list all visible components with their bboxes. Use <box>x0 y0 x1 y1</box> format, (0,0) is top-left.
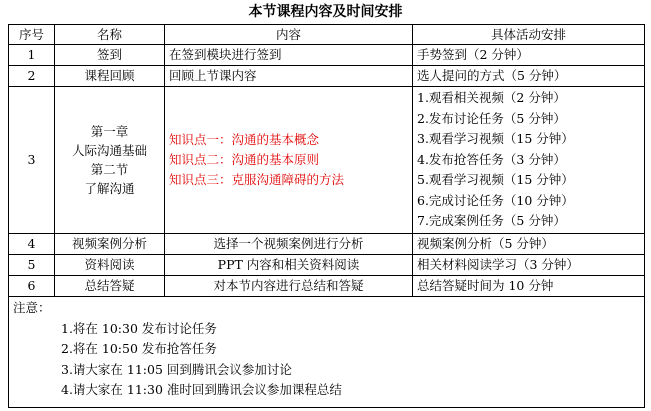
row-name-stack <box>55 87 165 234</box>
row-seq: 4 <box>9 233 55 254</box>
row-activity: 手势签到（2 分钟） <box>413 45 645 66</box>
chapter-line: 第一章 <box>90 123 129 139</box>
note-item: 2.将在 10:50 发布抢答任务 <box>61 341 217 356</box>
header-seq: 序号 <box>9 25 55 45</box>
activity-item: 1.观看相关视频（2 分钟） <box>417 90 566 105</box>
row-name: 签到 <box>55 45 165 66</box>
row-content: 在签到模块进行签到 <box>165 45 413 66</box>
activity-item: 3.观看学习视频（15 分钟） <box>417 131 574 146</box>
row-activity: 相关材料阅读学习（3 分钟） <box>413 254 645 275</box>
header-activity: 具体活动安排 <box>413 25 645 45</box>
row-content: PPT 内容和相关资料阅读 <box>165 254 413 275</box>
table-header-row <box>9 25 645 45</box>
table-row <box>9 87 645 234</box>
header-content: 内容 <box>165 25 413 45</box>
row-seq: 1 <box>9 45 55 66</box>
row-name: 资料阅读 <box>55 254 165 275</box>
row-content: 选择一个视频案例进行分析 <box>165 233 413 254</box>
notes-row <box>9 296 645 407</box>
activity-item: 7.完成案例任务（5 分钟） <box>417 213 566 228</box>
activity-item: 2.发布讨论任务（5 分钟） <box>417 110 566 126</box>
knowledge-point: 知识点二：沟通的基本原则 <box>169 151 320 167</box>
row-seq: 6 <box>9 275 55 296</box>
chapter-title-line: 人际沟通基础 <box>71 142 147 158</box>
note-item: 1.将在 10:30 发布讨论任务 <box>61 320 217 336</box>
page-title: 本节课程内容及时间安排 <box>248 4 403 20</box>
row-seq: 2 <box>9 66 55 87</box>
knowledge-point: 知识点一：沟通的基本概念 <box>169 131 320 147</box>
note-item: 3.请大家在 11:05 回到腾讯会议参加讨论 <box>61 361 292 377</box>
table-row <box>9 275 645 296</box>
activity-item: 6.完成讨论任务（10 分钟） <box>417 192 574 208</box>
row-name: 视频案例分析 <box>55 233 165 254</box>
note-item: 4.请大家在 11:30 准时回到腾讯会议参加课程总结 <box>61 382 342 397</box>
row-seq: 5 <box>9 254 55 275</box>
schedule-table <box>8 24 645 408</box>
row-activity: 选人提问的方式（5 分钟） <box>413 66 645 87</box>
table-row <box>9 254 645 275</box>
row-activity: 视频案例分析（5 分钟） <box>413 233 645 254</box>
activity-item: 4.发布抢答任务（3 分钟） <box>417 151 566 167</box>
row-name: 总结答疑 <box>55 275 165 296</box>
section-line: 第二节 <box>90 161 129 177</box>
knowledge-point: 知识点三：克服沟通障碍的方法 <box>169 171 345 187</box>
table-row <box>9 66 645 87</box>
activity-list <box>413 87 645 234</box>
row-name: 课程回顾 <box>55 66 165 87</box>
row-content: 对本节内容进行总结和答疑 <box>165 275 413 296</box>
section-title-line: 了解沟通 <box>84 180 135 196</box>
row-seq: 3 <box>9 87 55 234</box>
header-name: 名称 <box>55 25 165 45</box>
knowledge-points <box>165 87 413 234</box>
table-row <box>9 45 645 66</box>
notes-list <box>61 319 640 401</box>
table-row <box>9 233 645 254</box>
activity-item: 5.观看学习视频（15 分钟） <box>417 172 574 187</box>
notes-cell <box>9 296 645 407</box>
row-activity: 总结答疑时间为 10 分钟 <box>413 275 645 296</box>
notes-label: 注意： <box>13 299 51 315</box>
row-content: 回顾上节课内容 <box>165 66 413 87</box>
